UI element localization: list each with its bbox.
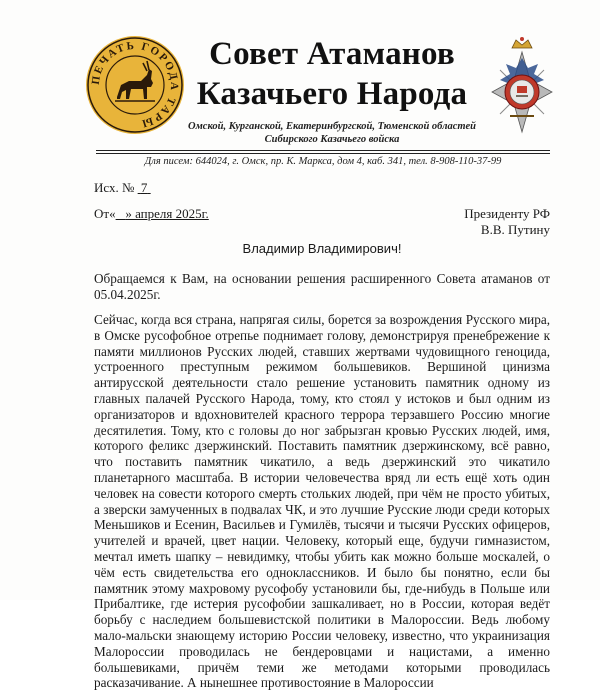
organization-regions <box>172 120 492 146</box>
date-day <box>116 206 126 221</box>
outgoing-label: Исх. № <box>94 180 135 195</box>
organization-title <box>182 34 482 114</box>
title-line-1: Совет Атаманов <box>209 36 455 72</box>
outgoing-value: 7 <box>140 180 148 195</box>
salutation: Владимир Владимирович! <box>242 241 402 256</box>
mailing-address: Для писем: 644024, г. Омск, пр. К. Маркса, дом 4, каб. 341, тел. 8-908-110-37-99 <box>144 156 502 167</box>
body-paragraph-2: Сейчас, когда вся страна, напрягая силы, борется за возрождения Русского мира, в Омске русофобное отрепье поднимает голову, демонстрируя пренебрежение к памяти миллионов Русских людей, ставших жертвами чудовищного геноцида, устроенного преступным режимом большевиков. Вершиной цинизма антирусской деятельности стало решение установить памятник одному из главных палачей Русского Народа, тому, кто стоял у истоков и был одним из организаторов и вдохновителей красного террора терзавшего Россию многие десятилетия. Тому, кто с головы до ног забрызган кровью Русских людей, имя, которого феликс дзержинский. Поставить памятник дзержинскому, всё равно, что поставить памятник чикатило, а ведь дзержинский это чикатило планетарного масштаба. В истории человечества вряд ли есть ещё хоть один человек на совести которого смерть стольких людей, при чём не просто убитых, а зверски замученных в подвалах ЧК, и это лучшие Русские люди среди которых Меньшиков и Есенин, Васильев и Гумилёв, тысячи и тысячи Русских офицеров, учителей и врачей, цвет нации. Человеку, который еще, будучи гимназистом, мечтал иметь шапку – невидимку, чтобы убить как можно больше москалей, о чём есть свидетельства его одноклассников. И было бы понятно, если бы памятник этому махровому русофобу установили бы, где-нибудь в Польше или Прибалтике, где истерия русофобии зашкаливает, но в России, которая ведёт борьбу с наследием большевистской политики в Малороссии. Ведь любому мало-мальски знающему историю России человеку, известно, что украинизация Малороссии проводилась не бендеровцами и нацистами, а именно большевиками, причём теми же методами которыми проводилась расказачивание. А нынешнее противостояние в Малороссии <box>94 312 550 691</box>
date-rest: » апреля 2025г. <box>125 206 209 221</box>
svg-text:ПЕЧАТЬ ГОРОДА ТАРЫ: ПЕЧАТЬ ГОРОДА ТАРЫ <box>89 39 181 130</box>
recipient-block <box>450 206 550 238</box>
date-prefix: От« <box>94 206 116 221</box>
title-line-2: Казачьего Народа <box>196 76 468 112</box>
outgoing-number <box>94 180 151 196</box>
letter-date <box>94 206 209 222</box>
host-line: Сибирского Казачьего войска <box>264 134 400 145</box>
city-seal-icon <box>85 35 185 135</box>
header-divider-thin <box>96 153 550 154</box>
regions-line: Омской, Курганской, Екатеринбургской, Тюменской областей <box>188 121 476 132</box>
body-paragraph-1: Обращаемся к Вам, на основании решения расширенного Совета атаманов от 05.04.2025г. <box>94 271 550 302</box>
recipient-name: В.В. Путину <box>480 222 550 237</box>
cossack-emblem-icon <box>486 34 558 134</box>
recipient-title: Президенту РФ <box>464 206 550 221</box>
header-divider <box>96 150 550 151</box>
